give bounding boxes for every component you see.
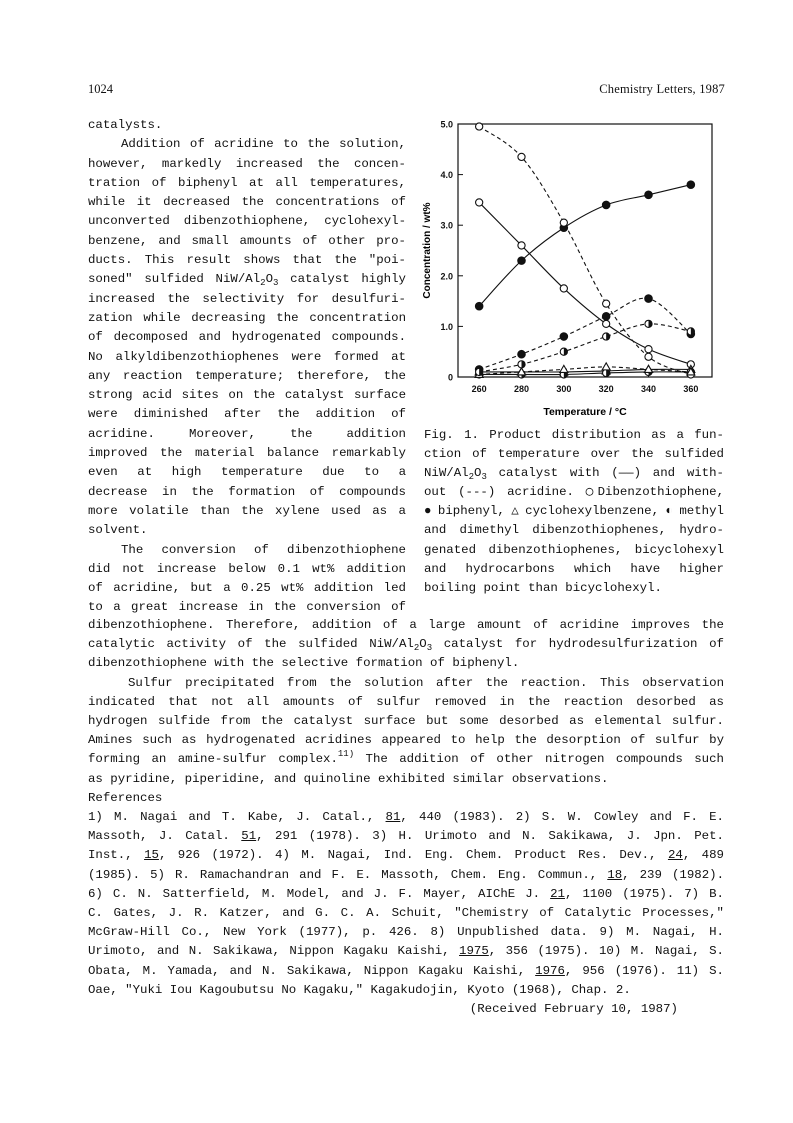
text-line: as pyridine, piperidine, and quinoline exhibited similar observations. bbox=[88, 771, 609, 786]
data-point-filled-circle bbox=[645, 295, 653, 303]
series-line bbox=[479, 185, 691, 306]
references-heading: References bbox=[88, 790, 163, 805]
text-line: increased the selectivity for desulfuri- bbox=[88, 291, 406, 306]
page-number: 1024 bbox=[88, 82, 113, 96]
reference-line: Obata, M. Yamada, and N. Sakikawa, Nippon Kagaku Kaishi, 1976, 956 (1976). 11) S. bbox=[88, 963, 724, 978]
text-line: indicated that not all amounts of sulfur removed in the reaction desorbed as bbox=[88, 694, 724, 709]
text-line: acridine. Moreover, the addition bbox=[88, 426, 406, 441]
reference-line: 1) M. Nagai and T. Kabe, J. Catal., 81, 440 (1983). 2) S. W. Cowley and F. E. bbox=[88, 810, 724, 825]
data-point-open-circle bbox=[603, 320, 610, 327]
text-line: even at high temperature due to a bbox=[88, 465, 406, 480]
data-point-filled-circle bbox=[518, 350, 526, 358]
text-line: tration of biphenyl at all temperatures, bbox=[88, 175, 406, 190]
data-point-open-circle bbox=[560, 285, 567, 292]
y-tick-label: 5.0 bbox=[440, 119, 453, 130]
reference-line: Urimoto, and N. Sakikawa, Nippon Kagaku Kaishi, 1975, 356 (1975). 10) M. Nagai, S. bbox=[88, 944, 724, 959]
text-line: Amines such as hydrogenated acridines appeared to help the desorption of sulfur by bbox=[88, 733, 724, 748]
data-point-open-circle bbox=[476, 199, 483, 206]
text-line: The conversion of dibenzothiophene bbox=[121, 542, 406, 557]
data-point-filled-circle bbox=[560, 333, 568, 341]
text-line: to a great increase in the conversion of bbox=[88, 600, 406, 615]
text-line: dibenzothiophene. Therefore, addition of a large amount of acridine improves the bbox=[88, 618, 724, 632]
text-line: catalysts. bbox=[88, 118, 163, 132]
product-distribution-chart bbox=[412, 112, 724, 422]
text-line: however, markedly increased the concen- bbox=[88, 156, 406, 171]
caption-line: genated dibenzothiophenes, bicyclohexyl bbox=[424, 542, 724, 557]
text-line: catalytic activity of the sulfided NiW/$Al_2O_3$ catalyst for hydrodesulfurization of bbox=[88, 637, 724, 654]
figure-caption bbox=[424, 426, 724, 598]
series-line bbox=[479, 298, 691, 369]
data-point-filled-circle bbox=[645, 191, 653, 199]
text-line: unconverted dibenzothiophene, cyclohexyl- bbox=[88, 214, 406, 229]
caption-line: out (---) acridine. ◯Dibenzothiophene, bbox=[424, 485, 724, 500]
data-point-filled-circle bbox=[475, 302, 483, 310]
reference-line: (1985). 5) R. Ramachandran and F. E. Massoth, Chem. Eng. Commun., 18, 239 (1982). bbox=[88, 867, 724, 882]
data-point-filled-circle bbox=[518, 257, 526, 265]
data-point-open-circle bbox=[518, 242, 525, 249]
caption-line: ●biphenyl,△cyclohexylbenzene,◐methyl bbox=[424, 504, 724, 519]
text-line: benzene, and small amounts of other pro- bbox=[88, 233, 406, 248]
caption-line: boiling point than bicyclohexyl. bbox=[424, 580, 662, 595]
caption-line: and hydrocarbons which have higher bbox=[424, 561, 724, 576]
reference-line: Inst., 15, 926 (1972). 4) M. Nagai, Ind. Eng. Chem. Product Res. Dev., 24, 489 bbox=[88, 848, 724, 863]
text-line: decrease in the formation of compounds bbox=[88, 484, 406, 499]
text-line: more volatile than the xylene used as a bbox=[88, 503, 406, 518]
text-line: ducts. This result shows that the "poi- bbox=[88, 253, 406, 268]
y-tick-label: 3.0 bbox=[440, 220, 453, 231]
data-point-open-circle bbox=[603, 300, 610, 307]
text-line: forming an amine-sulfur complex.$^{11)}$ The addition of other nitrogen compounds such bbox=[88, 750, 724, 767]
plot-frame bbox=[458, 124, 712, 377]
x-tick-label: 260 bbox=[471, 384, 487, 394]
x-tick-label: 360 bbox=[683, 384, 699, 394]
x-tick-label: 300 bbox=[556, 384, 572, 394]
x-axis-label: Temperature / °C bbox=[543, 406, 627, 418]
chart-axes bbox=[440, 120, 712, 395]
text-line: did not increase below 0.1 wt% addition bbox=[88, 561, 406, 576]
text-line: any reaction temperature; therefore, the bbox=[88, 368, 406, 383]
data-point-filled-circle bbox=[687, 181, 695, 189]
y-axis-label: Concentration / wt% bbox=[422, 202, 433, 299]
text-line: hydrogen sulfide from the catalyst surface but some desorbed as elemental sulfur. bbox=[88, 714, 724, 729]
text-line: soned" sulfided NiW/$Al_2O_3$ catalyst highly bbox=[88, 272, 406, 289]
y-tick-label: 4.0 bbox=[440, 170, 453, 181]
data-point-open-circle bbox=[518, 153, 525, 160]
left-column-text bbox=[88, 116, 406, 618]
text-line: while it decreased the concentrations of bbox=[88, 195, 406, 210]
chart-series bbox=[475, 123, 695, 378]
data-point-open-circle bbox=[645, 346, 652, 353]
text-line: of acridine, but a 0.25 wt% addition led bbox=[88, 581, 406, 596]
x-tick-label: 280 bbox=[513, 384, 530, 394]
reference-line: McGraw-Hill Co., New York (1977), p. 426. 8) Unpublished data. 9) M. Nagai, H. bbox=[88, 925, 724, 940]
data-point-open-circle bbox=[476, 123, 483, 130]
y-tick-label: 0 bbox=[447, 372, 453, 383]
text-line: improved the material balance remarkably bbox=[88, 446, 406, 461]
received-date: (Received February 10, 1987) bbox=[469, 1002, 678, 1017]
data-point-triangle bbox=[602, 363, 610, 370]
y-tick-label: 2.0 bbox=[440, 271, 453, 282]
text-line: were diminished after the addition of bbox=[88, 407, 406, 422]
text-line: Sulfur precipitated from the solution after the reaction. This observation bbox=[128, 675, 724, 690]
reference-line: Massoth, J. Catal. 51, 291 (1978). 3) H. Urimoto and N. Sakikawa, J. Jpn. Pet. bbox=[88, 829, 724, 844]
series-line bbox=[479, 324, 691, 372]
series-line bbox=[479, 202, 691, 364]
caption-line: and dimethyl dibenzothiophenes, hydro- bbox=[424, 523, 724, 538]
reference-line: C. Gates, J. R. Katzer, and G. C. A. Schuit, "Chemistry of Catalytic Processes," bbox=[88, 906, 724, 921]
x-tick-label: 340 bbox=[640, 384, 657, 394]
x-tick-label: 320 bbox=[598, 384, 614, 394]
journal-title: Chemistry Letters, 1987 bbox=[599, 82, 725, 96]
data-point-open-circle bbox=[645, 353, 652, 360]
series-line bbox=[479, 127, 691, 375]
data-point-filled-circle bbox=[602, 312, 610, 320]
reference-line: Oae, "Yuki Iou Kagoubutsu No Kagaku," Kagakudojin, Kyoto (1968), Chap. 2. bbox=[88, 982, 631, 997]
data-point-filled-circle bbox=[602, 201, 610, 209]
full-width-text bbox=[88, 616, 724, 1019]
text-line: dibenzothiophene with the selective formation of biphenyl. bbox=[88, 656, 520, 671]
data-point-open-circle bbox=[560, 219, 567, 226]
caption-line: ction of temperature over the sulfided bbox=[424, 447, 724, 462]
caption-line: Fig. 1. Product distribution as a fun- bbox=[424, 428, 724, 442]
caption-line: NiW/$Al_2O_3$ catalyst with (——) and with- bbox=[424, 466, 724, 483]
text-line: solvent. bbox=[88, 523, 148, 538]
text-line: zation while decreasing the concentration bbox=[88, 310, 406, 325]
text-line: Addition of acridine to the solution, bbox=[121, 137, 406, 152]
text-line: of decomposed and hydrogenated compounds. bbox=[88, 330, 406, 345]
y-tick-label: 1.0 bbox=[440, 321, 453, 332]
text-line: No alkyldibenzothiophenes were formed at bbox=[88, 349, 406, 364]
text-line: strong acid sites on the catalyst surface bbox=[88, 388, 406, 403]
reference-line: 6) C. N. Satterfield, M. Model, and J. F. Mayer, AIChE J. 21, 1100 (1975). 7) B. bbox=[88, 886, 724, 901]
